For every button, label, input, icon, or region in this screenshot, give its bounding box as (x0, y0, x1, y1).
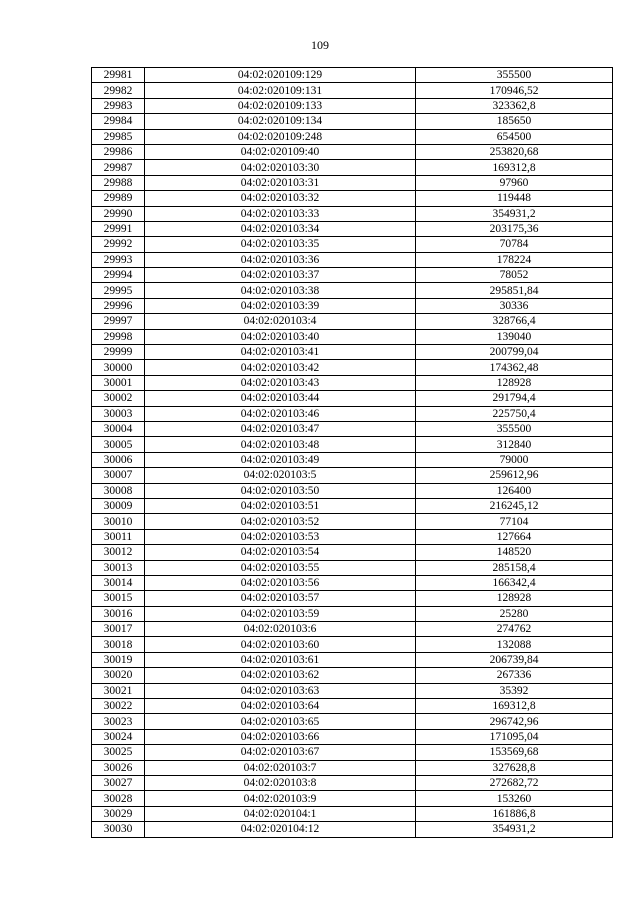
cadastral-value-cell: 161886,8 (416, 806, 613, 821)
table-row (92, 529, 613, 544)
row-number-cell: 29992 (92, 237, 145, 252)
cadastral-number-cell: 04:02:020103:57 (145, 591, 416, 606)
table-row (92, 283, 613, 298)
cadastral-value-cell: 169312,8 (416, 160, 613, 175)
cadastral-value-table (91, 67, 613, 838)
table-row (92, 699, 613, 714)
table-body (92, 68, 613, 838)
cadastral-number-cell: 04:02:020103:48 (145, 437, 416, 452)
cadastral-value-cell: 25280 (416, 606, 613, 621)
cadastral-number-cell: 04:02:020103:65 (145, 714, 416, 729)
cadastral-value-cell: 267336 (416, 668, 613, 683)
table-row (92, 206, 613, 221)
cadastral-value-cell: 355500 (416, 68, 613, 83)
cadastral-value-cell: 139040 (416, 329, 613, 344)
row-number-cell: 30008 (92, 483, 145, 498)
cadastral-number-cell: 04:02:020104:12 (145, 822, 416, 837)
table-row (92, 421, 613, 436)
row-number-cell: 29989 (92, 191, 145, 206)
cadastral-value-cell: 312840 (416, 437, 613, 452)
cadastral-value-cell: 128928 (416, 375, 613, 390)
cadastral-value-cell: 35392 (416, 683, 613, 698)
cadastral-number-cell: 04:02:020103:61 (145, 652, 416, 667)
table-row (92, 683, 613, 698)
row-number-cell: 29991 (92, 221, 145, 236)
table-row (92, 437, 613, 452)
cadastral-number-cell: 04:02:020103:47 (145, 421, 416, 436)
cadastral-number-cell: 04:02:020103:60 (145, 637, 416, 652)
table-row (92, 575, 613, 590)
cadastral-number-cell: 04:02:020103:51 (145, 498, 416, 513)
cadastral-value-cell: 355500 (416, 421, 613, 436)
table-row (92, 622, 613, 637)
row-number-cell: 30027 (92, 775, 145, 790)
cadastral-value-cell: 127664 (416, 529, 613, 544)
cadastral-value-cell: 253820,68 (416, 144, 613, 159)
cadastral-value-cell: 354931,2 (416, 206, 613, 221)
table-row (92, 98, 613, 113)
cadastral-number-cell: 04:02:020103:62 (145, 668, 416, 683)
table-row (92, 591, 613, 606)
row-number-cell: 30023 (92, 714, 145, 729)
cadastral-number-cell: 04:02:020103:59 (145, 606, 416, 621)
table-row (92, 391, 613, 406)
table-row (92, 221, 613, 236)
row-number-cell: 30028 (92, 791, 145, 806)
cadastral-value-cell: 70784 (416, 237, 613, 252)
row-number-cell: 29990 (92, 206, 145, 221)
table-row (92, 822, 613, 837)
table-row (92, 483, 613, 498)
table-row (92, 298, 613, 313)
table-row (92, 191, 613, 206)
cadastral-value-cell: 126400 (416, 483, 613, 498)
table-row (92, 375, 613, 390)
cadastral-value-cell: 171095,04 (416, 729, 613, 744)
cadastral-value-cell: 30336 (416, 298, 613, 313)
cadastral-value-cell: 272682,72 (416, 775, 613, 790)
cadastral-value-cell: 79000 (416, 452, 613, 467)
cadastral-value-cell: 291794,4 (416, 391, 613, 406)
cadastral-number-cell: 04:02:020104:1 (145, 806, 416, 821)
cadastral-number-cell: 04:02:020103:30 (145, 160, 416, 175)
table-row (92, 237, 613, 252)
cadastral-number-cell: 04:02:020109:40 (145, 144, 416, 159)
row-number-cell: 30026 (92, 760, 145, 775)
row-number-cell: 30005 (92, 437, 145, 452)
table-row (92, 668, 613, 683)
cadastral-value-cell: 203175,36 (416, 221, 613, 236)
row-number-cell: 30024 (92, 729, 145, 744)
cadastral-number-cell: 04:02:020103:66 (145, 729, 416, 744)
cadastral-number-cell: 04:02:020103:9 (145, 791, 416, 806)
table-row (92, 468, 613, 483)
cadastral-value-cell: 200799,04 (416, 345, 613, 360)
cadastral-number-cell: 04:02:020109:131 (145, 83, 416, 98)
row-number-cell: 29995 (92, 283, 145, 298)
table-row (92, 129, 613, 144)
table-row (92, 314, 613, 329)
table-row (92, 114, 613, 129)
table-row (92, 345, 613, 360)
cadastral-value-cell: 174362,48 (416, 360, 613, 375)
row-number-cell: 29983 (92, 98, 145, 113)
cadastral-number-cell: 04:02:020103:39 (145, 298, 416, 313)
row-number-cell: 29981 (92, 68, 145, 83)
cadastral-number-cell: 04:02:020103:6 (145, 622, 416, 637)
table-row (92, 714, 613, 729)
cadastral-value-cell: 97960 (416, 175, 613, 190)
cadastral-number-cell: 04:02:020103:50 (145, 483, 416, 498)
cadastral-value-cell: 285158,4 (416, 560, 613, 575)
table-row (92, 775, 613, 790)
table-row (92, 652, 613, 667)
cadastral-number-cell: 04:02:020103:38 (145, 283, 416, 298)
table-row (92, 791, 613, 806)
table-row (92, 637, 613, 652)
table-row (92, 514, 613, 529)
cadastral-number-cell: 04:02:020103:43 (145, 375, 416, 390)
cadastral-value-cell: 166342,4 (416, 575, 613, 590)
cadastral-number-cell: 04:02:020103:37 (145, 268, 416, 283)
cadastral-number-cell: 04:02:020103:42 (145, 360, 416, 375)
page-number: 109 (311, 38, 329, 52)
row-number-cell: 30030 (92, 822, 145, 837)
row-number-cell: 30002 (92, 391, 145, 406)
cadastral-number-cell: 04:02:020103:67 (145, 745, 416, 760)
cadastral-value-cell: 328766,4 (416, 314, 613, 329)
row-number-cell: 30020 (92, 668, 145, 683)
cadastral-number-cell: 04:02:020103:36 (145, 252, 416, 267)
cadastral-value-cell: 169312,8 (416, 699, 613, 714)
cadastral-value-cell: 78052 (416, 268, 613, 283)
table-row (92, 806, 613, 821)
cadastral-number-cell: 04:02:020103:53 (145, 529, 416, 544)
row-number-cell: 30021 (92, 683, 145, 698)
row-number-cell: 30009 (92, 498, 145, 513)
cadastral-number-cell: 04:02:020109:129 (145, 68, 416, 83)
cadastral-number-cell: 04:02:020109:134 (145, 114, 416, 129)
cadastral-number-cell: 04:02:020103:5 (145, 468, 416, 483)
row-number-cell: 30012 (92, 545, 145, 560)
cadastral-number-cell: 04:02:020103:52 (145, 514, 416, 529)
table-row (92, 560, 613, 575)
row-number-cell: 30010 (92, 514, 145, 529)
row-number-cell: 30019 (92, 652, 145, 667)
cadastral-number-cell: 04:02:020103:40 (145, 329, 416, 344)
row-number-cell: 30007 (92, 468, 145, 483)
table-row (92, 329, 613, 344)
cadastral-value-cell: 259612,96 (416, 468, 613, 483)
row-number-cell: 29994 (92, 268, 145, 283)
row-number-cell: 29985 (92, 129, 145, 144)
row-number-cell: 29997 (92, 314, 145, 329)
cadastral-number-cell: 04:02:020103:8 (145, 775, 416, 790)
table-row (92, 144, 613, 159)
table-row (92, 729, 613, 744)
row-number-cell: 30029 (92, 806, 145, 821)
table-row (92, 606, 613, 621)
cadastral-value-cell: 296742,96 (416, 714, 613, 729)
cadastral-value-cell: 77104 (416, 514, 613, 529)
cadastral-number-cell: 04:02:020103:49 (145, 452, 416, 467)
row-number-cell: 29988 (92, 175, 145, 190)
table-row (92, 545, 613, 560)
row-number-cell: 30004 (92, 421, 145, 436)
row-number-cell: 30016 (92, 606, 145, 621)
cadastral-value-cell: 178224 (416, 252, 613, 267)
cadastral-number-cell: 04:02:020109:133 (145, 98, 416, 113)
row-number-cell: 30000 (92, 360, 145, 375)
row-number-cell: 30025 (92, 745, 145, 760)
cadastral-number-cell: 04:02:020103:56 (145, 575, 416, 590)
cadastral-value-cell: 327628,8 (416, 760, 613, 775)
table-row (92, 268, 613, 283)
cadastral-number-cell: 04:02:020103:41 (145, 345, 416, 360)
cadastral-value-cell: 225750,4 (416, 406, 613, 421)
cadastral-number-cell: 04:02:020103:34 (145, 221, 416, 236)
cadastral-number-cell: 04:02:020103:33 (145, 206, 416, 221)
cadastral-number-cell: 04:02:020103:4 (145, 314, 416, 329)
cadastral-value-cell: 153569,68 (416, 745, 613, 760)
row-number-cell: 30001 (92, 375, 145, 390)
table-row (92, 498, 613, 513)
cadastral-number-cell: 04:02:020103:32 (145, 191, 416, 206)
row-number-cell: 29993 (92, 252, 145, 267)
row-number-cell: 30003 (92, 406, 145, 421)
row-number-cell: 30015 (92, 591, 145, 606)
row-number-cell: 30006 (92, 452, 145, 467)
row-number-cell: 30017 (92, 622, 145, 637)
cadastral-number-cell: 04:02:020103:54 (145, 545, 416, 560)
row-number-cell: 29998 (92, 329, 145, 344)
table-row (92, 68, 613, 83)
table-row (92, 83, 613, 98)
cadastral-value-cell: 216245,12 (416, 498, 613, 513)
cadastral-value-cell: 185650 (416, 114, 613, 129)
cadastral-value-cell: 128928 (416, 591, 613, 606)
cadastral-number-cell: 04:02:020103:55 (145, 560, 416, 575)
cadastral-number-cell: 04:02:020109:248 (145, 129, 416, 144)
row-number-cell: 30011 (92, 529, 145, 544)
cadastral-value-cell: 295851,84 (416, 283, 613, 298)
table-row (92, 160, 613, 175)
cadastral-value-cell: 274762 (416, 622, 613, 637)
table-row (92, 406, 613, 421)
row-number-cell: 30022 (92, 699, 145, 714)
cadastral-value-cell: 323362,8 (416, 98, 613, 113)
cadastral-value-cell: 354931,2 (416, 822, 613, 837)
table-row (92, 745, 613, 760)
row-number-cell: 29982 (92, 83, 145, 98)
cadastral-number-cell: 04:02:020103:63 (145, 683, 416, 698)
table-row (92, 452, 613, 467)
row-number-cell: 29996 (92, 298, 145, 313)
cadastral-number-cell: 04:02:020103:35 (145, 237, 416, 252)
cadastral-value-cell: 170946,52 (416, 83, 613, 98)
cadastral-value-cell: 206739,84 (416, 652, 613, 667)
row-number-cell: 29999 (92, 345, 145, 360)
cadastral-number-cell: 04:02:020103:7 (145, 760, 416, 775)
cadastral-value-cell: 654500 (416, 129, 613, 144)
cadastral-number-cell: 04:02:020103:44 (145, 391, 416, 406)
table-row (92, 252, 613, 267)
row-number-cell: 29987 (92, 160, 145, 175)
cadastral-value-cell: 119448 (416, 191, 613, 206)
cadastral-number-cell: 04:02:020103:64 (145, 699, 416, 714)
table-row (92, 760, 613, 775)
row-number-cell: 30014 (92, 575, 145, 590)
cadastral-value-cell: 153260 (416, 791, 613, 806)
cadastral-number-cell: 04:02:020103:46 (145, 406, 416, 421)
row-number-cell: 29984 (92, 114, 145, 129)
table-row (92, 360, 613, 375)
table-row (92, 175, 613, 190)
row-number-cell: 29986 (92, 144, 145, 159)
row-number-cell: 30013 (92, 560, 145, 575)
cadastral-number-cell: 04:02:020103:31 (145, 175, 416, 190)
row-number-cell: 30018 (92, 637, 145, 652)
cadastral-value-cell: 148520 (416, 545, 613, 560)
cadastral-value-cell: 132088 (416, 637, 613, 652)
